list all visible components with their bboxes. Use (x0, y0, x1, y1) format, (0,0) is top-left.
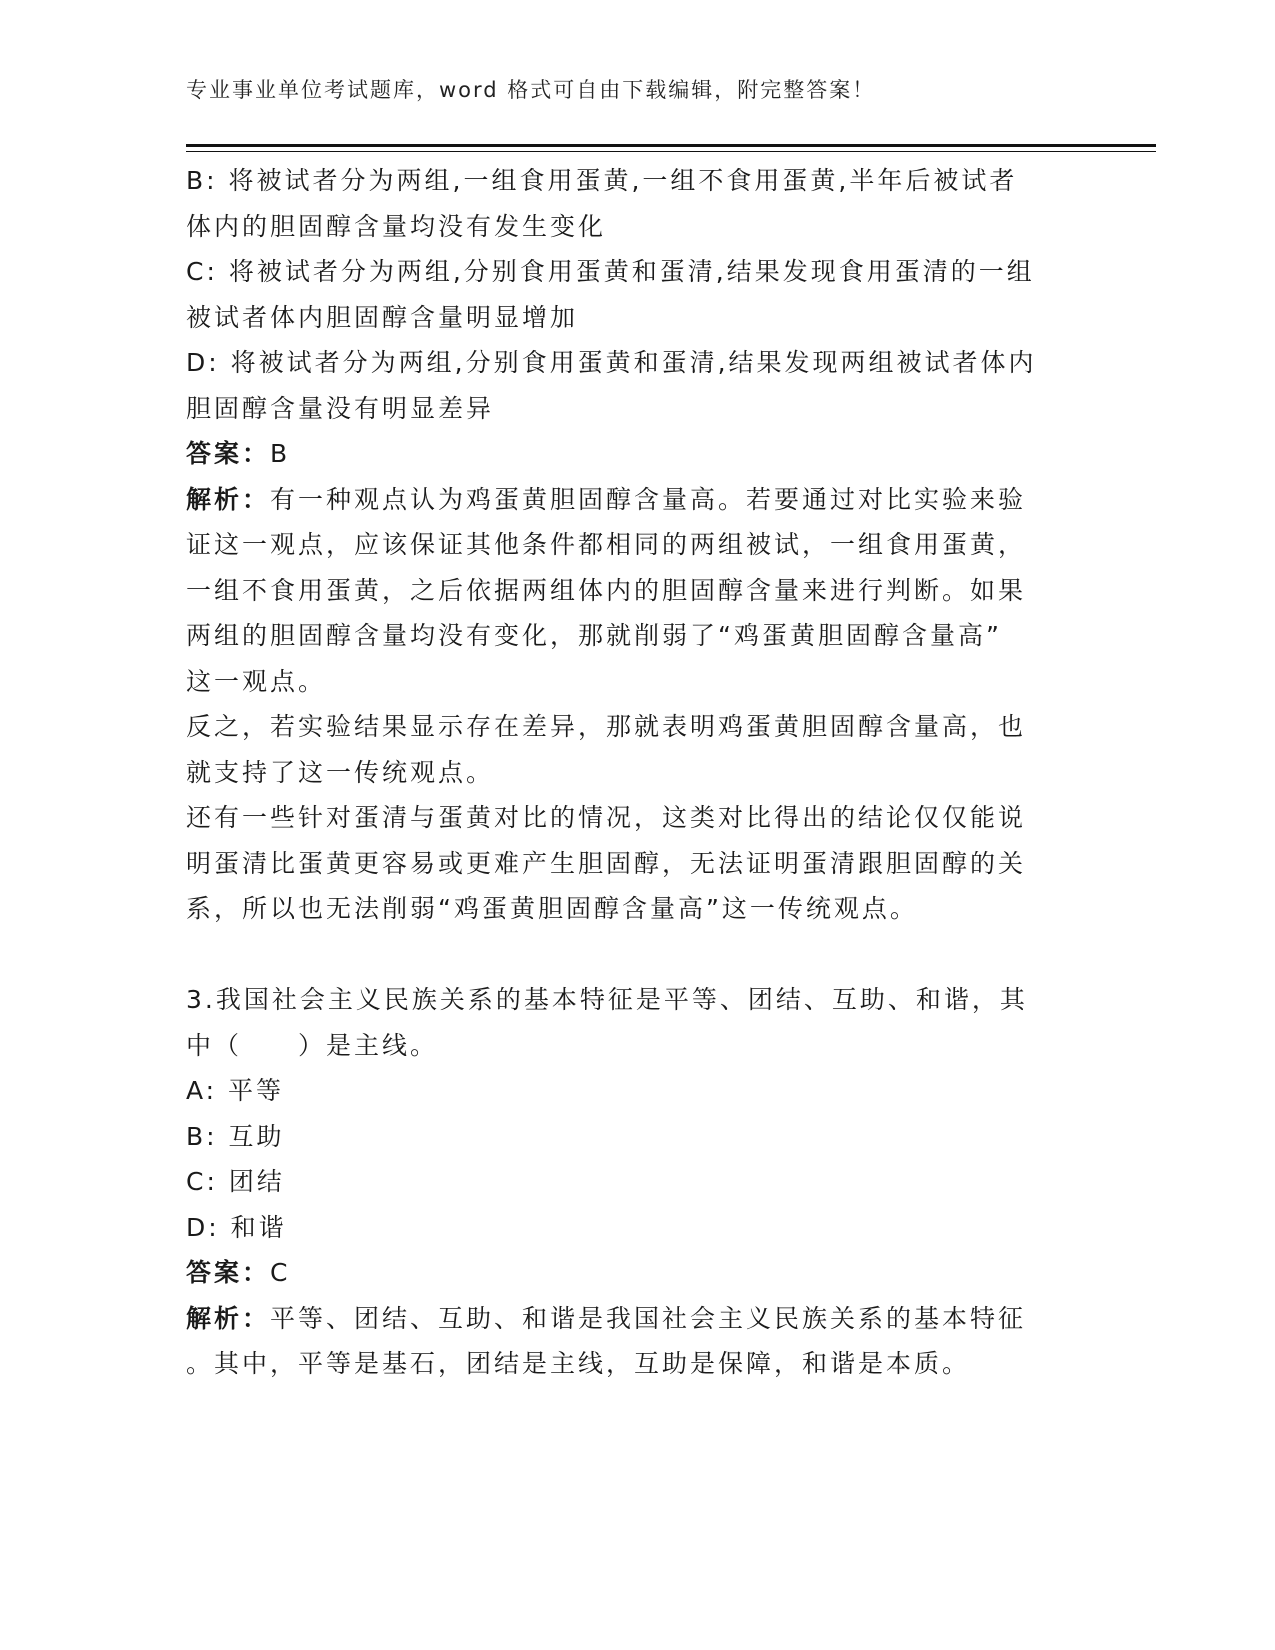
option-line: 被试者体内胆固醇含量明显增加 (186, 302, 579, 332)
analysis-line: 系，所以也无法削弱“鸡蛋黄胆固醇含量高”这一传统观点。 (186, 894, 918, 923)
analysis-line: 两组的胆固醇含量均没有变化，那就削弱了“鸡蛋黄胆固醇含量高” (186, 621, 1002, 650)
q2-option-c (186, 249, 1076, 340)
question-line: 中（ ）是主线。 (186, 1030, 439, 1060)
q3-option-c: C: 团结 (186, 1167, 285, 1196)
analysis-line: 还有一些针对蛋清与蛋黄对比的情况，这类对比得出的结论仅仅能说 (186, 803, 1027, 832)
page-header: 专业事业单位考试题库，word 格式可自由下载编辑，附完整答案！ (186, 78, 876, 102)
option-line: D: 将被试者分为两组,分别食用蛋黄和蛋清,结果发现两组被试者体内 (186, 348, 1037, 377)
q3-option-a: A: 平等 (186, 1076, 285, 1105)
answer-value: C (270, 1258, 291, 1287)
document-body (186, 158, 1076, 1387)
option-line: C: 将被试者分为两组,分别食用蛋黄和蛋清,结果发现食用蛋清的一组 (186, 257, 1035, 286)
header-rule-thin (186, 151, 1156, 152)
analysis-line: 就支持了这一传统观点。 (186, 757, 495, 787)
analysis-text: 有一种观点认为鸡蛋黄胆固醇含量高。若要通过对比实验来验 (270, 484, 1027, 514)
analysis-line (186, 477, 1076, 523)
header-rule-thick (186, 144, 1156, 147)
analysis-line: 证这一观点，应该保证其他条件都相同的两组被试，一组食用蛋黄， (186, 530, 1027, 559)
answer-value: B (270, 439, 291, 468)
question-gap (186, 932, 1076, 978)
q2-answer (186, 431, 1076, 477)
analysis-label: 解析： (186, 1303, 271, 1333)
q3-option-d: D: 和谐 (186, 1212, 287, 1242)
q3-analysis (186, 1296, 1076, 1387)
analysis-line: 。其中，平等是基石，团结是主线，互助是保障，和谐是本质。 (186, 1349, 971, 1378)
question-line: 3.我国社会主义民族关系的基本特征是平等、团结、互助、和谐，其 (186, 985, 1028, 1014)
q2-option-d (186, 340, 1076, 431)
option-line: 体内的胆固醇含量均没有发生变化 (186, 211, 607, 241)
analysis-line (186, 1296, 1076, 1342)
q2-analysis (186, 477, 1076, 932)
analysis-line: 明蛋清比蛋黄更容易或更难产生胆固醇，无法证明蛋清跟胆固醇的关 (186, 848, 1027, 878)
option-line: B: 将被试者分为两组,一组食用蛋黄,一组不食用蛋黄,半年后被试者 (186, 166, 1018, 195)
q2-option-b (186, 158, 1076, 249)
option-line: 胆固醇含量没有明显差异 (186, 393, 495, 423)
q3-option-b: B: 互助 (186, 1121, 285, 1151)
analysis-label: 解析： (186, 484, 271, 514)
analysis-line: 一组不食用蛋黄，之后依据两组体内的胆固醇含量来进行判断。如果 (186, 575, 1027, 605)
q3-question (186, 977, 1076, 1068)
answer-label: 答案： (186, 439, 271, 468)
analysis-line: 反之，若实验结果显示存在差异，那就表明鸡蛋黄胆固醇含量高，也 (186, 712, 1027, 741)
analysis-line: 这一观点。 (186, 666, 327, 696)
analysis-text: 平等、团结、互助、和谐是我国社会主义民族关系的基本特征 (270, 1303, 1027, 1333)
q3-answer (186, 1250, 1076, 1296)
answer-label: 答案： (186, 1258, 271, 1287)
